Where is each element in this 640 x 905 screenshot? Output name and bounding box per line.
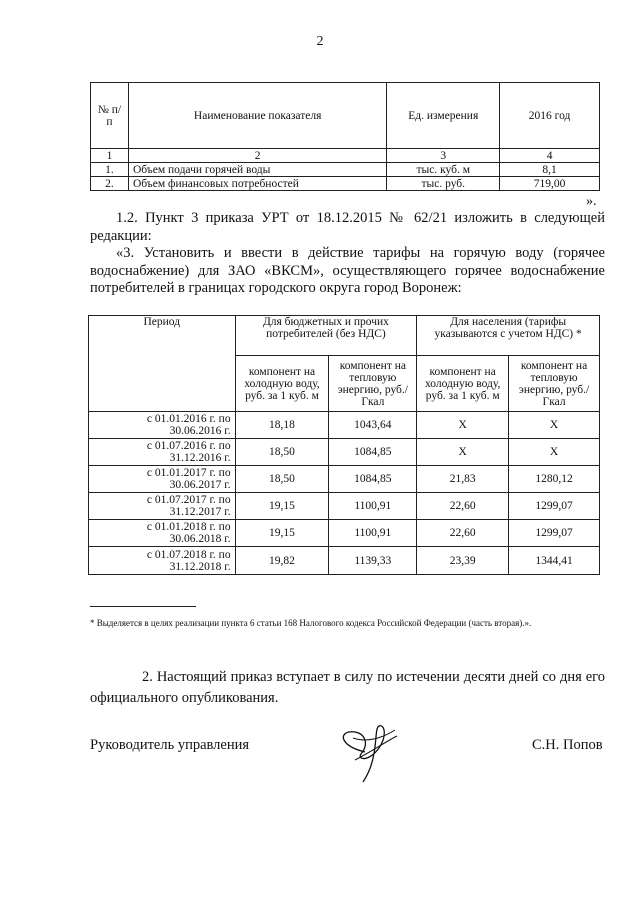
value-cell: Х: [509, 439, 600, 466]
period-cell: с 01.07.2017 г. по 31.12.2017 г.: [89, 493, 236, 520]
period-cell: с 01.01.2017 г. по 30.06.2017 г.: [89, 466, 236, 493]
handwritten-signature: [335, 712, 405, 784]
table-row: [89, 547, 600, 575]
footnote-divider: [90, 606, 196, 607]
indicators-table: [90, 82, 600, 191]
subheader: компонент на холодную воду, руб. за 1 куб. м: [417, 356, 509, 412]
col-header-budget: Для бюджетных и прочих потребителей (без НДС): [235, 316, 417, 356]
footnote: * Выделяется в целях реализации пункта 6 статьи 168 Налогового кодекса Российской Федерации (часть вторая).».: [90, 618, 532, 628]
value-cell: 1280,12: [509, 466, 600, 493]
subheader: компонент на холодную воду, руб. за 1 куб. м: [235, 356, 329, 412]
row-name: Объем финансовых потребностей: [128, 177, 386, 191]
table-row: [89, 520, 600, 547]
value-cell: 19,15: [235, 520, 329, 547]
table-row: [89, 439, 600, 466]
index-cell: 4: [500, 149, 600, 163]
index-cell: 1: [91, 149, 129, 163]
table-row: [89, 412, 600, 439]
col-header-number: № п/п: [91, 83, 129, 149]
value-cell: 19,15: [235, 493, 329, 520]
table-row: [89, 493, 600, 520]
subheader: компонент на тепловую энергию, руб./Гкал: [329, 356, 417, 412]
row-name: Объем подачи горячей воды: [128, 163, 386, 177]
value-cell: 1299,07: [509, 520, 600, 547]
col-header-population: Для населения (тарифы указываются с учетом НДС) *: [417, 316, 600, 356]
value-cell: 21,83: [417, 466, 509, 493]
row-unit: тыс. куб. м: [387, 163, 500, 177]
col-header-period: Период: [89, 316, 236, 412]
value-cell: 1139,33: [329, 547, 417, 575]
value-cell: 1344,41: [509, 547, 600, 575]
paragraph-effective: 2. Настоящий приказ вступает в силу по истечении десяти дней со дня его официального опубликования.: [90, 669, 605, 706]
page-number: 2: [316, 34, 324, 49]
period-cell: с 01.01.2018 г. по 30.06.2018 г.: [89, 520, 236, 547]
row-number: 1.: [91, 163, 129, 177]
value-cell: 18,50: [235, 439, 329, 466]
paragraph-tariffs: «3. Установить и ввести в действие тарифы на горячую воду (горячее водоснабжение) для ЗАО «ВКСМ», осуществляющего горячее водоснабжение потребителей в границах городского округа город Воронеж:: [90, 245, 605, 296]
value-cell: 1299,07: [509, 493, 600, 520]
tariffs-table: [88, 315, 600, 575]
signature-name: С.Н. Попов: [532, 737, 603, 753]
subheader: компонент на тепловую энергию, руб./Гкал: [509, 356, 600, 412]
value-cell: 18,50: [235, 466, 329, 493]
signature-position: Руководитель управления: [90, 737, 250, 753]
value-cell: 23,39: [417, 547, 509, 575]
closing-quote: ».: [586, 194, 597, 209]
value-cell: 1043,64: [329, 412, 417, 439]
value-cell: 19,82: [235, 547, 329, 575]
period-cell: с 01.01.2016 г. по 30.06.2016 г.: [89, 412, 236, 439]
col-header-unit: Ед. измерения: [387, 83, 500, 149]
value-cell: Х: [417, 412, 509, 439]
index-cell: 2: [128, 149, 386, 163]
value-cell: Х: [509, 412, 600, 439]
value-cell: 18,18: [235, 412, 329, 439]
paragraph-amendment: 1.2. Пункт 3 приказа УРТ от 18.12.2015 № 62/21 изложить в следующей редакции:: [90, 210, 605, 244]
row-number: 2.: [91, 177, 129, 191]
col-header-year: 2016 год: [500, 83, 600, 149]
row-value: 719,00: [500, 177, 600, 191]
row-unit: тыс. руб.: [387, 177, 500, 191]
value-cell: 1084,85: [329, 439, 417, 466]
index-cell: 3: [387, 149, 500, 163]
value-cell: 1100,91: [329, 520, 417, 547]
period-cell: с 01.07.2016 г. по 31.12.2016 г.: [89, 439, 236, 466]
table-row: [91, 177, 600, 191]
value-cell: 22,60: [417, 520, 509, 547]
col-header-name: Наименование показателя: [128, 83, 386, 149]
row-value: 8,1: [500, 163, 600, 177]
value-cell: 1100,91: [329, 493, 417, 520]
value-cell: Х: [417, 439, 509, 466]
value-cell: 22,60: [417, 493, 509, 520]
value-cell: 1084,85: [329, 466, 417, 493]
table-row: [91, 163, 600, 177]
table-row: [89, 466, 600, 493]
period-cell: с 01.07.2018 г. по 31.12.2018 г.: [89, 547, 236, 575]
